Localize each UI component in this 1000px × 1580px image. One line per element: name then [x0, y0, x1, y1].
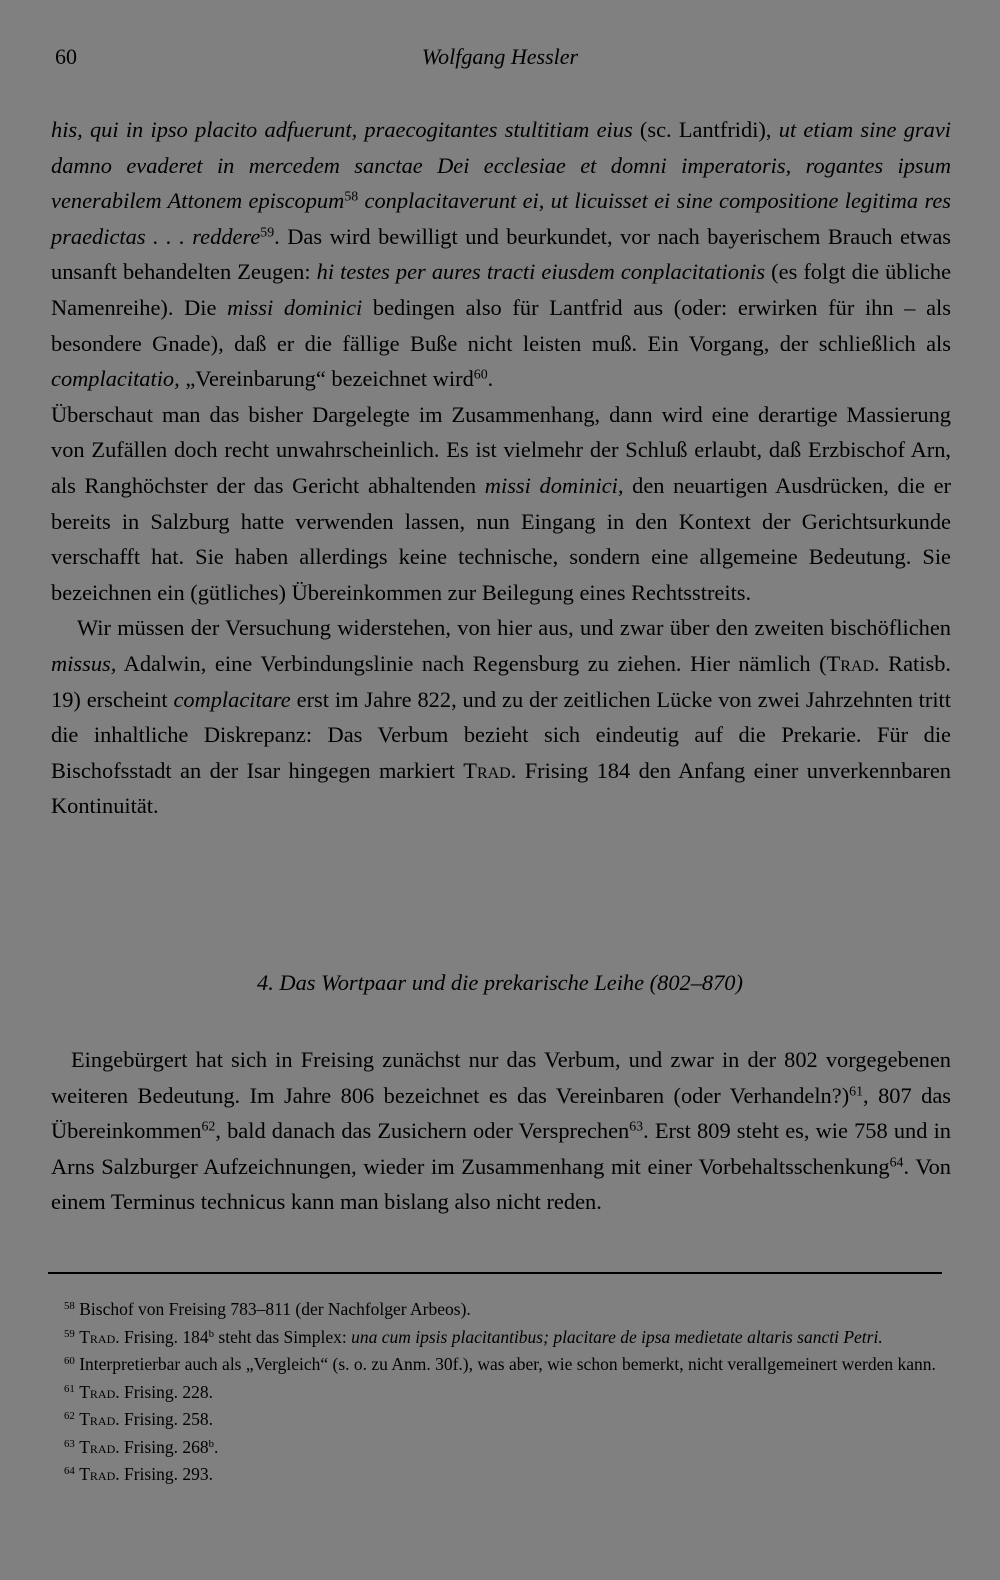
footnote-ref-64[interactable]: 64: [889, 1155, 904, 1171]
superscript: b: [208, 1327, 215, 1340]
latin-quote: una cum ipsis placitantibus; placitare de ipsa medietate altaris sancti Petri.: [351, 1326, 883, 1347]
source-abbrev: Trad: [79, 1326, 116, 1347]
text-run: erst im Jahre 822, und zu der zeitlichen Lücke von zwei Jahrzehnten tritt die inhaltliche Diskrepanz: Das Verbum bezieht sich eindeutig auf die Prekarie. Für die Bischofsstadt an der Isar hingegen markiert: [51, 686, 952, 783]
source-abbrev: Trad: [79, 1464, 116, 1484]
text-run: , 807 das Übereinkommen: [51, 1082, 951, 1144]
footnote-text: .: [214, 1436, 219, 1457]
source-abbrev: Trad: [79, 1409, 116, 1429]
text-run: . Frising 184 den Anfang einer unverkennbaren Kontinuität.: [51, 757, 951, 819]
text-run: (sc. Lantfridi),: [632, 117, 779, 142]
latin-quote: hi testes per aures tracti eiusdem conplacitationis: [316, 259, 766, 285]
footnote-text: . Frising. 184: [115, 1326, 209, 1347]
latin-term: complacitatio,: [51, 366, 180, 392]
footnote-ref-63[interactable]: 63: [629, 1119, 644, 1135]
footnote-64: [47, 1461, 945, 1489]
running-head: Wolfgang Hessler: [421, 44, 579, 69]
text-run: Eingebürgert hat sich in Freising zunächst nur das Verbum, und zwar in der 802 vorgegebenen weiteren Bedeutung. Im Jahre 806 bezeichnet es das Vereinbaren (oder Verhandeln?): [51, 1047, 951, 1108]
footnote-63: [47, 1434, 945, 1462]
footnote-62: [47, 1406, 945, 1434]
footnote-ref-58[interactable]: 58: [344, 189, 359, 205]
footnote-number: 59: [64, 1327, 75, 1340]
text-run: , bald danach das Zusichern oder Versprechen: [215, 1118, 630, 1144]
footnote-ref-59[interactable]: 59: [260, 225, 275, 241]
text-run: „Vereinbarung“ bezeichnet wird: [179, 366, 474, 392]
text-run: bedingen also für Lantfrid aus (oder: erwirken für ihn – als besondere Gnade), daß er die fällige Buße nicht leisten muß. Ein Vorgang, der schließlich als: [51, 294, 951, 356]
footnotes: [47, 1296, 945, 1489]
body-text-section-4: [51, 1042, 951, 1220]
paragraph-1: [51, 112, 951, 397]
footnote-text: steht das Simplex:: [214, 1326, 352, 1347]
text-run: .: [487, 366, 494, 392]
footnote-text: . Frising. 258.: [115, 1409, 213, 1429]
section-heading: 4. Das Wortpaar und die prekarische Leihe (802–870): [257, 970, 743, 995]
paragraph-4: [51, 1042, 951, 1220]
source-abbrev: Trad: [463, 757, 511, 783]
text-run: Wir müssen der Versuchung widerstehen, von hier aus, und zwar über den zweiten bischöflichen: [77, 615, 951, 641]
superscript: b: [208, 1437, 215, 1450]
text-run: (es folgt die übliche Namenreihe). Die: [51, 259, 952, 320]
latin-term: missus,: [51, 650, 117, 676]
footnote-text: . Frising. 268: [115, 1436, 209, 1457]
footnote-number: 64: [64, 1465, 75, 1478]
text-run: . Von einem Terminus technicus kann man bislang also nicht reden.: [51, 1153, 951, 1215]
text-run: . Das wird bewilligt und beurkundet, vor nach bayerischem Brauch etwas unsanft behandelten Zeugen:: [51, 223, 951, 285]
source-abbrev: Trad: [79, 1436, 116, 1457]
footnote-58: [47, 1296, 945, 1324]
text-run: . Ratisb. 19) erscheint: [51, 650, 951, 712]
footnote-number: 61: [64, 1382, 75, 1395]
footnote-number: 63: [64, 1437, 75, 1450]
footnote-number: 62: [64, 1410, 75, 1423]
footnote-divider: [48, 1272, 942, 1274]
footnote-59: [47, 1324, 945, 1352]
footnote-text: Bischof von Freising 783–811 (der Nachfolger Arbeos).: [74, 1299, 471, 1319]
source-abbrev: Trad: [826, 650, 875, 676]
latin-quote: ut etiam sine gravi damno evaderet in mercedem sanctae Dei ecclesiae et domni imperatoris, rogantes ipsum venerabilem Attonem episcopum: [51, 117, 951, 214]
footnote-ref-61[interactable]: 61: [849, 1083, 864, 1099]
text-run: den neuartigen Ausdrücken, die er bereits in Salzburg hatte verwenden lassen, nun Eingang in den Kontext der Gerichtsurkunde verschafft hat. Sie haben allerdings keine technische, sondern eine allgemeine Bedeutung. Sie bezeichnen ein (gütliches) Übereinkommen zur Beilegung eines Rechtsstreits.: [51, 472, 951, 605]
footnote-text: . Frising. 293.: [115, 1464, 213, 1484]
footnote-number: 60: [64, 1355, 75, 1368]
footnote-text: Interpretierbar auch als „Vergleich“ (s. o. zu Anm. 30f.), was aber, wie schon bemerkt, nicht verallgemeinert werden kann.: [74, 1354, 936, 1374]
footnote-text: . Frising. 228.: [115, 1381, 213, 1402]
footnote-61: [47, 1379, 945, 1407]
text-run: . Erst 809 steht es, wie 758 und in Arns Salzburger Aufzeichnungen, wieder im Zusammenhang mit einer Vorbehaltsschenkung: [51, 1118, 951, 1179]
body-text: [51, 112, 951, 824]
paragraph-3: [51, 610, 951, 824]
latin-term: missi dominici,: [484, 472, 624, 498]
paragraph-2: [51, 397, 951, 611]
source-abbrev: Trad: [79, 1381, 116, 1402]
latin-term: missi dominici: [227, 294, 363, 320]
latin-quote: his, qui in ipso placito adfuerunt, praecogitantes stultitiam eius: [51, 117, 633, 142]
footnote-ref-62[interactable]: 62: [201, 1119, 216, 1135]
latin-quote: conplacitaverunt ei, ut licuisset ei sine compositione legitima res praedictas . . . reddere: [51, 188, 951, 249]
text-run: Überschaut man das bisher Dargelegte im Zusammenhang, dann wird eine derartige Massierung von Zufällen doch recht unwahrscheinlich. Es ist vielmehr der Schluß erlaubt, daß Erzbischof Arn, als Ranghöchster der das Gericht abhaltenden: [51, 401, 951, 498]
latin-term: complacitare: [173, 686, 291, 712]
footnote-ref-60[interactable]: 60: [473, 367, 488, 383]
footnote-number: 58: [64, 1300, 75, 1313]
text-run: Adalwin, eine Verbindungslinie nach Regensburg zu ziehen. Hier nämlich (: [116, 650, 827, 676]
footnote-60: [47, 1351, 945, 1379]
page-number: 60: [55, 44, 77, 69]
